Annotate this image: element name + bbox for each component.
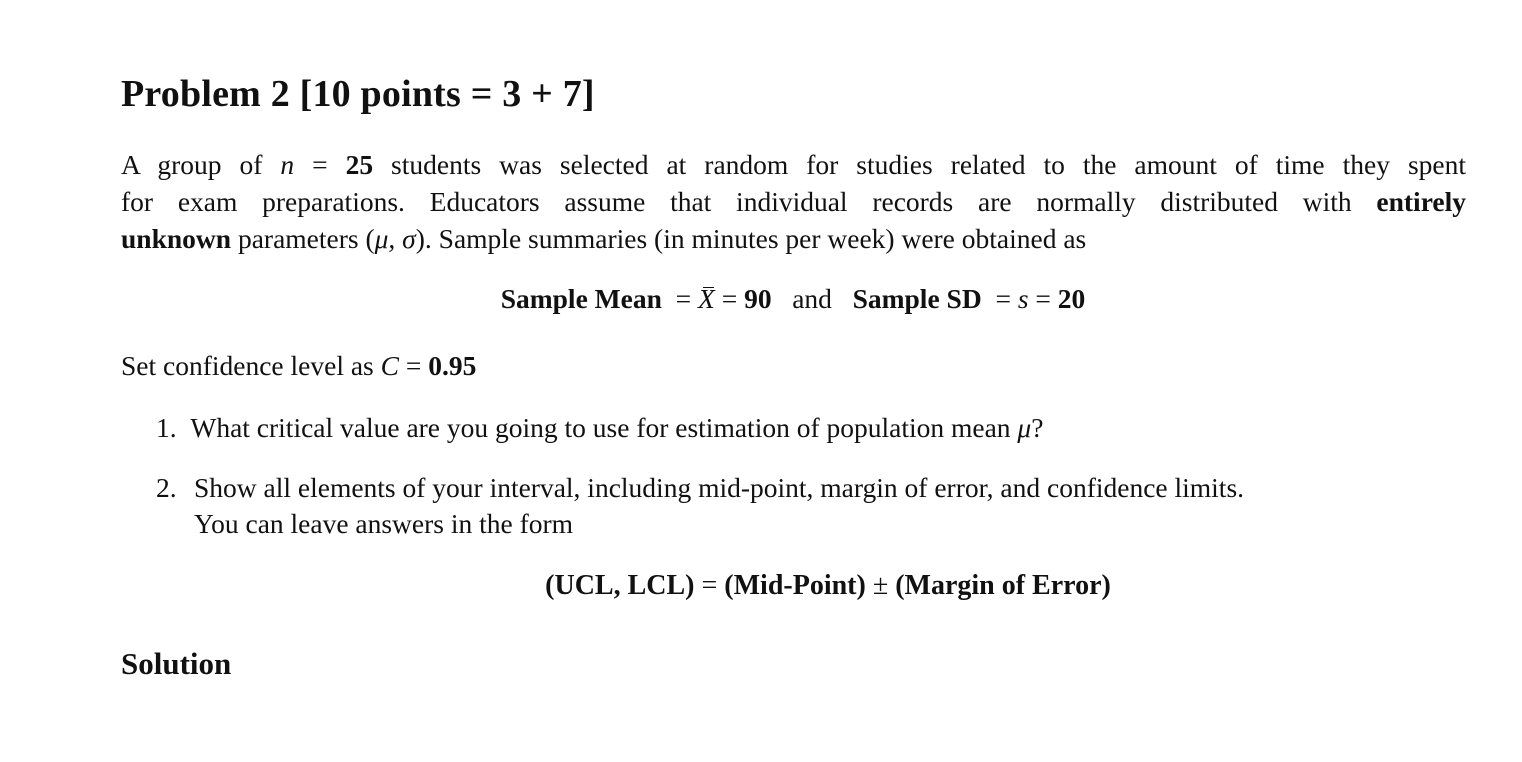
sample-mean-label: Sample Mean [500, 283, 662, 314]
problem-title: Problem 2 [10 points = 3 + 7] [121, 73, 595, 115]
sample-sd-label: Sample SD [852, 283, 982, 314]
confidence-level: Set confidence level as C = 0.95 [121, 350, 477, 381]
question-1: 1. What critical value are you going to use for estimation of population mean μ? [156, 412, 1044, 443]
sample-sd-symbol: s [1017, 283, 1029, 314]
problem-description [121, 146, 1466, 257]
description-line-2: for exam preparations. Educators assume that individual records are normally distributed with entirely [121, 186, 1466, 217]
sample-sd-value: 20 [1057, 283, 1086, 314]
interval-formula: (UCL, LCL) = (Mid-Point) ± (Margin of Error) [545, 570, 1111, 601]
question-2: 2. Show all elements of your interval, including mid-point, margin of error, and confidence limits. You can leave answers in the form [156, 472, 1245, 539]
description-line-3: unknown parameters (μ, σ). Sample summaries (in minutes per week) were obtained as [121, 223, 1087, 254]
sample-mean-symbol: X [698, 283, 715, 314]
description-line-1: A group of n = 25 students was selected at random for studies related to the amount of time they spent [121, 149, 1466, 180]
solution-heading: Solution [121, 646, 232, 681]
sample-mean-value: 90 [744, 283, 772, 314]
sample-summary-equation: Sample Mean = X = 90 and Sample SD = s = 20 [500, 283, 1086, 314]
